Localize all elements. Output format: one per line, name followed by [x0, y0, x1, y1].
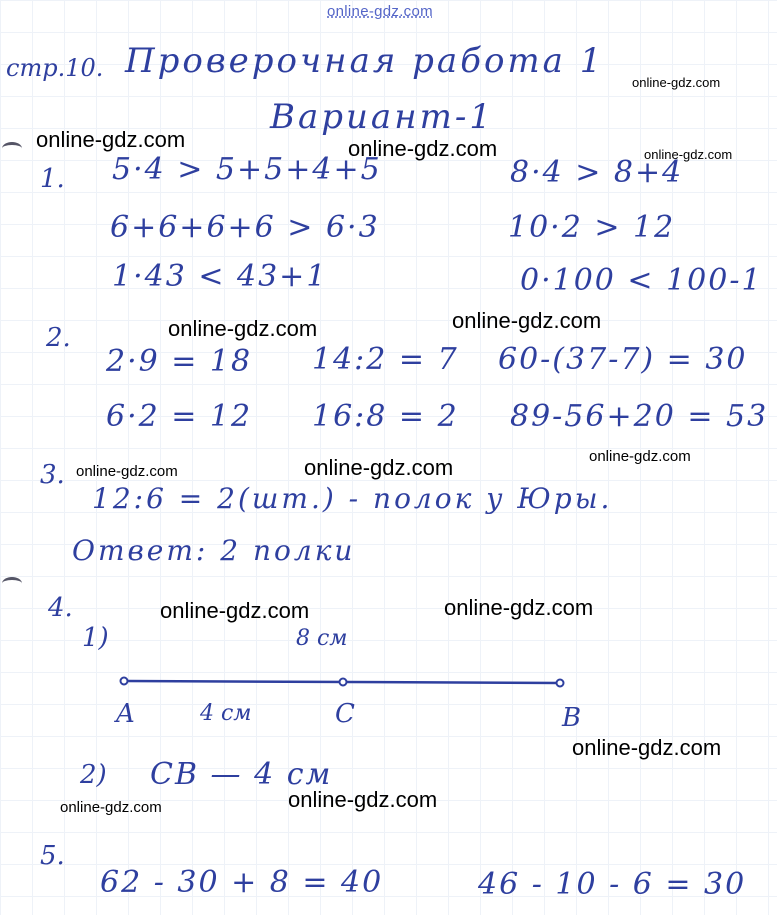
task-3-number: 3.	[40, 460, 65, 490]
task-2-row-2-c: 89-56+20 = 53	[510, 399, 769, 434]
site-watermark[interactable]: online-gdz.com	[304, 455, 454, 480]
point-c-label: C	[335, 699, 355, 729]
task-5-right: 46 - 10 - 6 = 30	[478, 867, 747, 902]
task-1-number: 1.	[40, 164, 65, 194]
task-4-part-2-label: 2)	[80, 760, 107, 790]
task-4-part-1-label: 1)	[82, 623, 109, 653]
task-1-row-1-right: 8·4 > 8+4	[510, 155, 684, 190]
point-b-label: B	[562, 703, 582, 733]
site-watermark[interactable]: online-gdz.com	[644, 147, 733, 162]
task-2-row-1-c: 60-(37-7) = 30	[498, 342, 748, 377]
task-1-row-2-right: 10·2 > 12	[508, 210, 676, 245]
task-2-number: 2.	[46, 323, 71, 353]
site-watermark[interactable]: online-gdz.com	[572, 735, 722, 760]
task-5-left: 62 - 30 + 8 = 40	[100, 865, 384, 900]
point-b-dot	[557, 680, 564, 687]
site-watermark[interactable]: online-gdz.com	[348, 136, 498, 161]
site-watermark-top[interactable]: online-gdz.com	[327, 3, 433, 20]
task-2-row-1-a: 2·9 = 18	[106, 344, 253, 379]
variant-label: Вариант-1	[270, 97, 494, 137]
work-title: Проверочная работа 1	[125, 41, 605, 81]
site-watermark[interactable]: online-gdz.com	[60, 799, 162, 816]
point-a-dot	[121, 678, 128, 685]
task-4-answer: CB — 4 см	[150, 757, 333, 792]
site-watermark[interactable]: online-gdz.com	[444, 595, 594, 620]
segment-ab-length: 8 см	[296, 626, 348, 651]
margin-mark	[2, 577, 22, 590]
task-5-number: 5.	[40, 841, 65, 871]
site-watermark[interactable]: online-gdz.com	[76, 463, 178, 480]
task-3-solution: 12:6 = 2(шт.) - полок у Юры.	[92, 482, 613, 515]
point-c-dot	[340, 679, 347, 686]
page-number: стр.10.	[6, 54, 104, 82]
site-watermark[interactable]: online-gdz.com	[589, 448, 691, 465]
point-a-label: A	[116, 699, 135, 729]
margin-mark	[2, 142, 22, 155]
task-4-number: 4.	[48, 593, 73, 623]
site-watermark[interactable]: online-gdz.com	[168, 316, 318, 341]
task-1-row-1-left: 5·4 > 5+5+4+5	[112, 152, 382, 187]
task-3-answer: Ответ: 2 полки	[72, 534, 356, 567]
task-1-row-3-left: 1·43 < 43+1	[112, 259, 328, 294]
segment-ac-length: 4 см	[200, 701, 252, 726]
site-watermark[interactable]: online-gdz.com	[160, 598, 310, 623]
task-2-row-1-b: 14:2 = 7	[312, 342, 459, 377]
task-2-row-2-b: 16:8 = 2	[312, 399, 459, 434]
task-2-row-2-a: 6·2 = 12	[106, 399, 253, 434]
site-watermark[interactable]: online-gdz.com	[632, 75, 721, 90]
site-watermark[interactable]: online-gdz.com	[36, 127, 186, 152]
site-watermark[interactable]: online-gdz.com	[452, 308, 602, 333]
segment-ab	[124, 681, 560, 683]
site-watermark[interactable]: online-gdz.com	[288, 787, 438, 812]
task-1-row-2-left: 6+6+6+6 > 6·3	[110, 210, 380, 245]
task-1-row-3-right: 0·100 < 100-1	[520, 263, 763, 298]
